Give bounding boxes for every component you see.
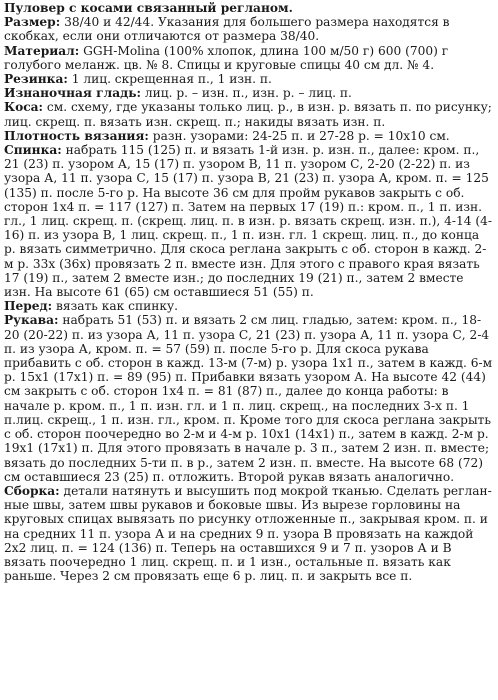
section-assembly <box>4 484 494 583</box>
section-sleeves <box>4 313 494 483</box>
section-text: 38/40 и 42/44. Указания для большего размера находятся в скобках, если они отличаются от размера 38/40. <box>4 15 450 44</box>
section-reverse-stockinette <box>4 86 494 100</box>
section-back <box>4 143 494 299</box>
section-text: GGH-Molina (100% хлопок, длина 100 м/50 г) 600 (700) г голубого меланж. цв. № 8. Спицы и круговые спицы 40 см дл. № 4. <box>4 43 449 72</box>
section-cable <box>4 100 494 128</box>
section-label: Рукава: <box>4 313 59 328</box>
section-text: набрать 115 (125) п. и вязать 1-й изн. р. изн. п., далее: кром. п., 21 (23) п. узором А, 15 (17) п. узором В, 11 п. узором С, 2-20 (2-22) п. из узора А, 11 п. узора С, 15 (17) п. узора В, 21 (23) п. узора А, кром. п. = 125 (135) п. после 5-го р. На высоте 36 см для пройм рукавов закрыть с об. сторон 1х4 п. = 117 (127) п. Затем на первых 17 (19) п.: кром. п., 1 п. изн. гл., 1 лиц. скрещ. п. (скрещ. лиц. п. в изн. р. вязать скрещ. изн. п.), 4-14 (4-16) п. из узора В, 1 лиц. скрещ. п., 1 п. изн. гл. 1 скрещ. лиц. п., до конца р. вязать симметрично. Для скоса реглана закрыть с об. сторон в кажд. 2-м р. 33х (36х) провязать 2 п. вместе изн. Для этого с правого края вязать 17 (19) п., затем 2 вместе изн.; до последних 19 (21) п., затем 2 вместе изн. На высоте 61 (65) см оставшиеся 51 (55) п. <box>4 143 493 300</box>
section-label: Перед: <box>4 299 53 314</box>
section-label: Резинка: <box>4 72 68 87</box>
section-gauge <box>4 129 494 143</box>
section-label: Изнаночная гладь: <box>4 86 141 101</box>
section-rib <box>4 72 494 86</box>
section-text: набрать 51 (53) п. и вязать 2 см лиц. гладью, затем: кром. п., 18-20 (20-22) п. из узора А, 11 п. узора С, 21 (23) п. узора А, 11 п. узора С, 2-4 п. из узора А, кром. п. = 57 (59) п. после 5-го р. Для скоса рукава прибавить с об. сторон в кажд. 13-м (7-м) р. узора 1х1 п., затем в кажд. 6-м р. 15х1 (17х1) п. = 89 (95) п. Прибавки вязать узором А. На высоте 42 (44) см закрыть с об. сторон 1х4 п. = 81 (87) п., далее до конца работы: в начале р. кром. п., 1 п. изн. гл. и 1 п. лиц. скрещ., на последних 3-х п. 1 п.лиц. скрещ., 1 п. изн. гл., кром. п. Кроме того для скоса реглана закрыть с об. сторон поочередно во 2-м и 4-м р. 10х1 (14х1) п., затем в кажд. 2-м р. 19х1 (17х1) п. Для этого провязать в начале р. 3 п., затем 2 изн. п. вместе; вязать до последних 5-ти п. в р., затем 2 изн. п. вместе. На высоте 68 (72) см оставшиеся 23 (25) п. отложить. Второй рукав вязать аналогично. <box>4 313 493 484</box>
section-material <box>4 44 494 72</box>
section-label: Плотность вязания: <box>4 128 149 143</box>
document-title: Пуловер с косами связанный регланом. <box>4 1 293 15</box>
section-text: 1 лиц. скрещенная п., 1 изн. п. <box>67 72 272 87</box>
section-label: Спинка: <box>4 143 62 158</box>
section-label: Коса: <box>4 100 44 115</box>
section-label: Сборка: <box>4 483 60 498</box>
section-text: см. схему, где указаны только лиц. р., в изн. р. вязать п. по рисунку; лиц. скрещ. п. вязать изн. скрещ. п.; накиды вязать изн. п. <box>4 100 492 129</box>
section-front <box>4 299 494 313</box>
section-size <box>4 15 494 43</box>
section-text: вязать как спинку. <box>52 299 178 314</box>
section-label: Размер: <box>4 15 61 30</box>
section-text: лиц. р. – изн. п., изн. р. – лиц. п. <box>141 86 352 101</box>
section-label: Материал: <box>4 43 80 58</box>
section-text: детали натянуть и высушить под мокрой тканью. Сделать реглан-ные швы, затем швы рукавов и боковые швы. Из вырезе горловины на круговых спицах вывязать по рисунку отложенные п., закрывая кром. п. и на средних 11 п. узора А и на средних 9 п. узора В провязать на каждой 2х2 лиц. п. = 124 (136) п. Теперь на оставшихся 9 и 7 п. узоров А и В вязать поочередно 1 лиц. скрещ. п. и 1 изн., остальные п. вязать как раньше. Через 2 см провязать еще 6 р. лиц. п. и закрыть все п. <box>4 483 492 584</box>
section-text: разн. узорами: 24-25 п. и 27-28 р. = 10х10 см. <box>148 128 450 143</box>
